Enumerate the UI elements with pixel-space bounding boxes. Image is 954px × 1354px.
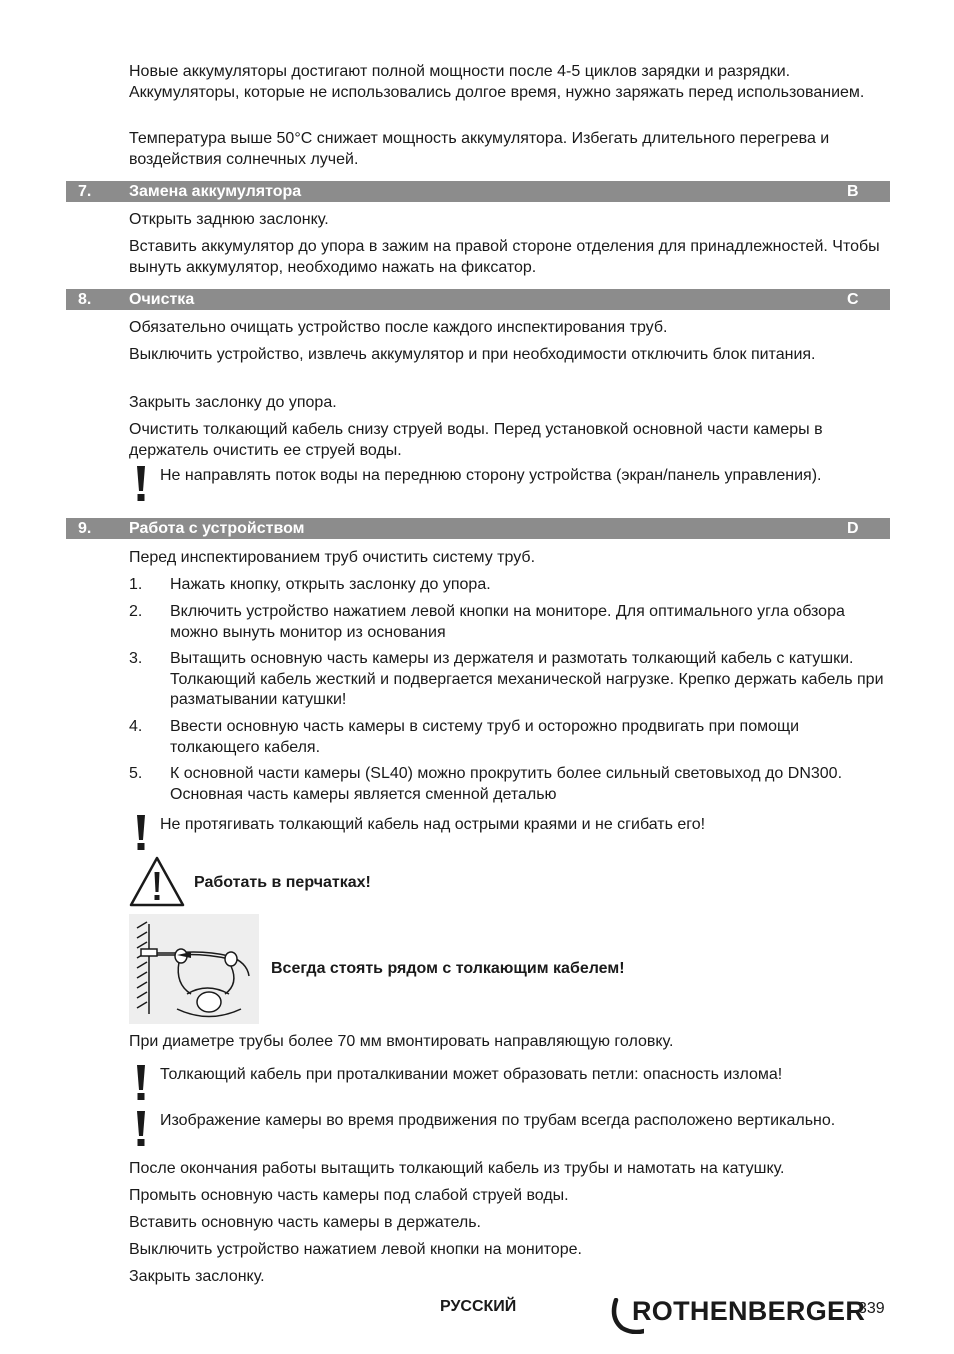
- note-text: Не направлять поток воды на переднюю сторону устройства (экран/панель управления).: [160, 467, 822, 484]
- section-9-paragraph-5: Вставить основную часть камеры в держатель.: [129, 1214, 481, 1231]
- note-text: Не протягивать толкающий кабель над острыми краями и не сгибать его!: [160, 816, 706, 833]
- section-8-paragraph-3: Закрыть заслонку до упора.: [129, 394, 337, 411]
- intro-paragraph-1: Новые аккумуляторы достигают полной мощности после 4-5 циклов зарядки и разрядки. Аккумуляторы, которые не использовались долгое время, нужно заряжать перед использованием.: [129, 63, 865, 101]
- section-7-paragraph-2: Вставить аккумулятор до упора в зажим на правой стороне отделения для принадлежностей. Чтобы вынуть аккумулятор, необходимо нажать на фиксатор.: [129, 238, 880, 276]
- exclamation-icon: [135, 1065, 147, 1101]
- section-number: 9.: [78, 520, 92, 537]
- list-item-number: 2.: [129, 603, 143, 620]
- intro-paragraph-2: Температура выше 50°C снижает мощность аккумулятора. Избегать длительного перегрева и воздействия солнечных лучей.: [129, 130, 830, 168]
- section-title: Замена аккумулятора: [129, 183, 302, 200]
- section-9-paragraph-3: После окончания работы вытащить толкающий кабель из трубы и намотать на катушку.: [129, 1160, 785, 1177]
- section-8-paragraph-4: Очистить толкающий кабель снизу струей воды. Перед установкой основной части камеры в держатель очистить ее струей воды.: [129, 421, 823, 459]
- note-text: Изображение камеры во время продвижения по трубам всегда расположено вертикально.: [160, 1112, 836, 1129]
- list-item-number: 1.: [129, 576, 143, 593]
- list-item-number: 3.: [129, 650, 143, 667]
- warning-stand-text: Всегда стоять рядом с толкающим кабелем!: [271, 960, 625, 977]
- section-figure-letter: B: [847, 183, 859, 200]
- list-item-text: Вытащить основную часть камеры из держателя и размотать толкающий кабель с катушки. Толкающий кабель жесткий и подвергается механической нагрузке. Крепко держать кабель при разматывании катушки!: [170, 650, 884, 708]
- section-9-paragraph-6: Выключить устройство нажатием левой кнопки на мониторе.: [129, 1241, 582, 1258]
- list-item-text: Включить устройство нажатием левой кнопки на мониторе. Для оптимального угла обзора можно вынуть монитор из основания: [170, 603, 845, 641]
- section-9-paragraph-2: При диаметре трубы более 70 мм вмонтировать направляющую головку.: [129, 1033, 674, 1050]
- section-7-paragraph-1: Открыть заднюю заслонку.: [129, 211, 329, 228]
- exclamation-icon: [135, 815, 147, 851]
- section-9-header: [66, 518, 890, 539]
- section-7-header: [66, 181, 890, 202]
- section-8-paragraph-2: Выключить устройство, извлечь аккумулятор и при необходимости отключить блок питания.: [129, 346, 816, 363]
- section-figure-letter: C: [847, 291, 859, 308]
- list-item-text: Ввести основную часть камеры в систему труб и осторожно продвигать при помощи толкающего кабеля.: [170, 718, 800, 756]
- section-figure-letter: D: [847, 520, 859, 537]
- list-item-text: Нажать кнопку, открыть заслонку до упора.: [170, 576, 491, 593]
- section-9-paragraph-7: Закрыть заслонку.: [129, 1268, 265, 1285]
- footer-language: РУССКИЙ: [440, 1298, 517, 1315]
- list-item-text: К основной части камеры (SL40) можно прокрутить более сильный световыход до DN300. Основная часть камеры является сменной деталью: [170, 765, 843, 803]
- warning-triangle-icon: [129, 855, 185, 907]
- exclamation-icon: [135, 1111, 147, 1147]
- warning-gloves-text: Работать в перчатках!: [194, 874, 371, 891]
- rothenberger-logo: [610, 1296, 866, 1334]
- section-9-paragraph-1: Перед инспектированием труб очистить систему труб.: [129, 549, 536, 566]
- section-number: 7.: [78, 183, 92, 200]
- section-8-paragraph-1: Обязательно очищать устройство после каждого инспектирования труб.: [129, 319, 668, 336]
- section-number: 8.: [78, 291, 92, 308]
- section-title: Работа с устройством: [129, 520, 305, 537]
- exclamation-icon: [135, 466, 147, 502]
- section-8-header: [66, 289, 890, 310]
- page-number: 339: [858, 1300, 885, 1317]
- section-title: Очистка: [129, 291, 195, 308]
- note-text: Толкающий кабель при проталкивании может образовать петли: опасность излома!: [160, 1066, 783, 1083]
- list-item-number: 5.: [129, 765, 143, 782]
- pulling-cable-illustration: [129, 914, 259, 1024]
- list-item-number: 4.: [129, 718, 143, 735]
- section-9-paragraph-4: Промыть основную часть камеры под слабой струей воды.: [129, 1187, 569, 1204]
- brand-name: ROTHENBERGER: [632, 1296, 866, 1326]
